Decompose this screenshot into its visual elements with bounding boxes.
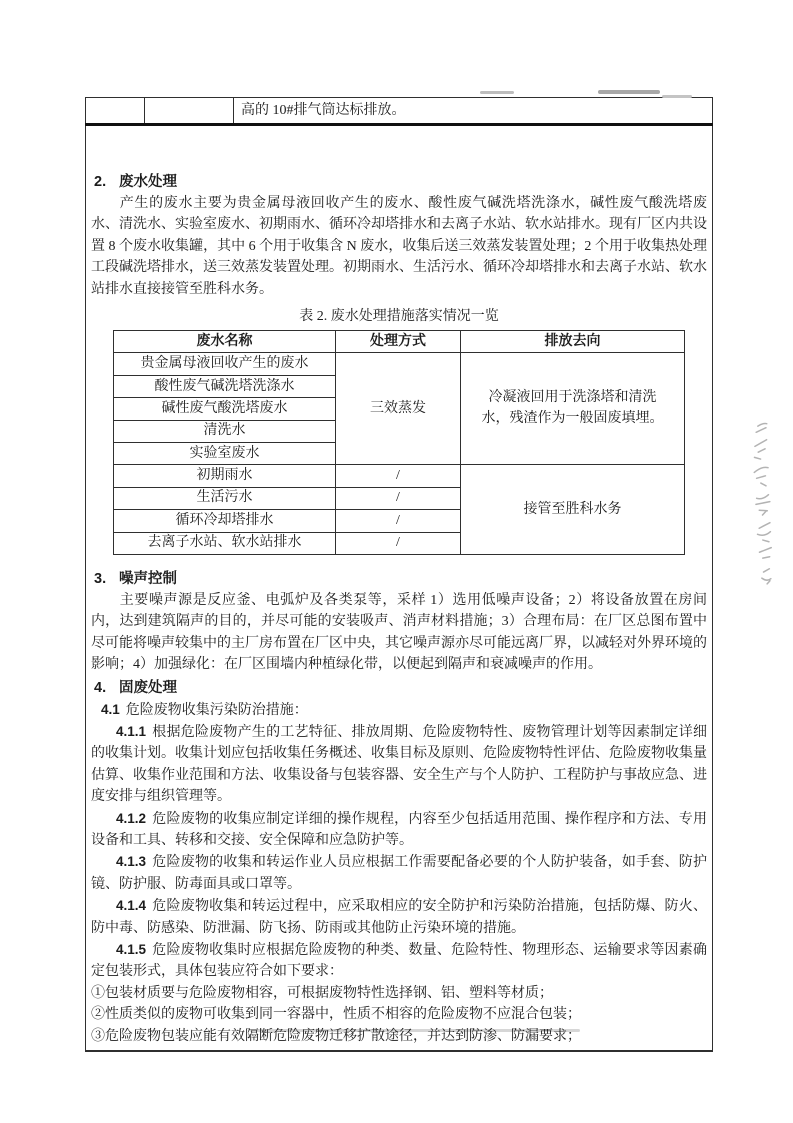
clause-4-1-1 (91, 721, 707, 808)
section-title: 噪声控制 (119, 570, 177, 587)
previous-table-last-row-text: 高的 10#排气筒达标排放。 (241, 103, 406, 118)
destination-cell-pipe: 接管至胜科水务 (461, 465, 685, 555)
section-title: 废水处理 (119, 174, 177, 190)
wastewater-measures-table (113, 330, 685, 555)
waste-name-cell: 去离子水站、软水站排水 (114, 532, 336, 554)
table-header-row (114, 331, 685, 353)
section-heading-noise (91, 569, 707, 590)
clause-number: 4.1.2 (116, 810, 147, 826)
table-row (114, 465, 685, 487)
clause-text: 危险废物的收集和转运作业人员应根据工作需要配备必要的个人防护装备，如手套、防护镜、防护服、防毒面具或口罩等。 (91, 855, 707, 892)
table-row (114, 353, 685, 375)
clause-number: 4.1.1 (116, 723, 147, 739)
clause-number: 4.1.3 (116, 854, 147, 870)
section-number: 2. (94, 174, 107, 190)
clause-number: 4.1.4 (116, 898, 147, 914)
clause-text: 危险废物收集污染防治措施： (125, 702, 308, 718)
previous-table-fragment (85, 97, 713, 123)
main-content-box (85, 126, 713, 1052)
clause-4-1-5 (91, 939, 707, 983)
previous-table-empty-cell-2 (145, 98, 234, 123)
table2-caption: 表 2. 废水处理措施落实情况一览 (299, 309, 499, 325)
scan-artifact (598, 90, 660, 94)
handwritten-margin-annotation (744, 419, 783, 590)
clause-text: 危险废物的收集应制定详细的操作规程，内容至少包括适用范围、操作程序和方法、专用设备和工具、转移和交接、安全保障和应急防护等。 (91, 811, 707, 848)
scan-artifact (662, 95, 692, 98)
waste-name-cell: 实验室废水 (114, 442, 336, 464)
clause-4-1-4 (91, 895, 707, 939)
section-title: 固废处理 (119, 679, 177, 696)
packaging-item-2: ②性质类似的废物可收集到同一容器中，性质不相容的危险废物不应混合包装； (91, 1007, 581, 1023)
scan-artifact (480, 91, 514, 94)
waste-name-cell: 酸性废气碱洗塔洗涤水 (114, 375, 336, 397)
section-heading-solid-waste (91, 678, 707, 699)
waste-name-cell: 循环冷却塔排水 (114, 510, 336, 532)
noise-paragraph: 主要噪声源是反应釜、电弧炉及各类泵等，采样 1）选用低噪声设备；2）将设备放置在房间内，达到建筑隔声的目的，并尽可能的安装吸声、消声材料措施；3）合理布局：在厂区总图布置中尽可能将噪声较集中的主厂房布置在厂区中央，其它噪声源亦尽可能远离厂界，以减轻对外界环境的影响；4）加强绿化：在厂区围墙内种植绿化带，以便起到隔声和衰减噪声的作用。 (91, 592, 707, 673)
clause-text: 危险废物收集时应根据危险废物的种类、数量、危险特性、物理形态、运输要求等因素确定包装形式，具体包装应符合如下要求： (91, 943, 707, 980)
clause-4-1 (91, 699, 707, 721)
clause-number: 4.1.5 (116, 942, 147, 958)
column-header-destination: 排放去向 (461, 331, 685, 353)
packaging-item-1: ①包装材质要与危险废物相容，可根据废物特性选择钢、铝、塑料等材质； (91, 985, 553, 1001)
clause-text: 危险废物收集和转运过程中，应采取相应的安全防护和污染防治措施，包括防爆、防火、防中毒、防感染、防泄漏、防飞扬、防雨或其他防止污染环境的措施。 (91, 899, 707, 936)
wastewater-paragraph: 产生的废水主要为贵金属母液回收产生的废水、酸性废气碱洗塔洗涤水，碱性废气酸洗塔废水、清洗水、实验室废水、初期雨水、循环冷却塔排水和去离子水站、软水站排水。现有厂区内共设置 8 个废水收集罐，其中 6 个用于收集含 N 废水，收集后送三效蒸发装置处理；2 个用于收集热处理工段碱洗塔排水，送三效蒸发装置处理。初期雨水、生活污水、循环冷却塔排水和去离子水站、软水站排水直接接管至胜科水务。 (91, 196, 707, 297)
clause-number: 4.1 (101, 701, 120, 717)
packaging-item-3: ③危险废物包装应能有效隔断危险废物迁移扩散途径，并达到防渗、防漏要求； (91, 1028, 581, 1044)
clause-4-1-2 (91, 808, 707, 852)
column-header-waste-name: 废水名称 (114, 331, 336, 353)
treatment-cell-none: / (336, 465, 461, 487)
clause-4-1-3 (91, 851, 707, 895)
previous-table-empty-cell-1 (86, 98, 145, 123)
section-number: 4. (94, 679, 107, 696)
treatment-cell-evaporation: 三效蒸发 (336, 353, 461, 465)
destination-cell-evaporation: 冷凝液回用于洗涤塔和清洗水，残渣作为一般固废填埋。 (461, 353, 685, 465)
clause-text: 根据危险废物产生的工艺特征、排放周期、危险废物特性、废物管理计划等因素制定详细的收集计划。收集计划应包括收集任务概述、收集目标及原则、危险废物特性评估、危险废物收集量估算、收集作业范围和方法、收集设备与包装容器、安全生产与个人防护、工程防护与事故应急、进度安排与组织管理等。 (91, 724, 707, 805)
waste-name-cell: 初期雨水 (114, 465, 336, 487)
treatment-cell-none: / (336, 487, 461, 509)
treatment-cell-none: / (336, 510, 461, 532)
waste-name-cell: 生活污水 (114, 487, 336, 509)
section-heading-wastewater (91, 172, 707, 193)
waste-name-cell: 碱性废气酸洗塔废水 (114, 398, 336, 420)
column-header-treatment: 处理方式 (336, 331, 461, 353)
waste-name-cell: 清洗水 (114, 420, 336, 442)
treatment-cell-none: / (336, 532, 461, 554)
waste-name-cell: 贵金属母液回收产生的废水 (114, 353, 336, 375)
section-number: 3. (94, 570, 107, 587)
